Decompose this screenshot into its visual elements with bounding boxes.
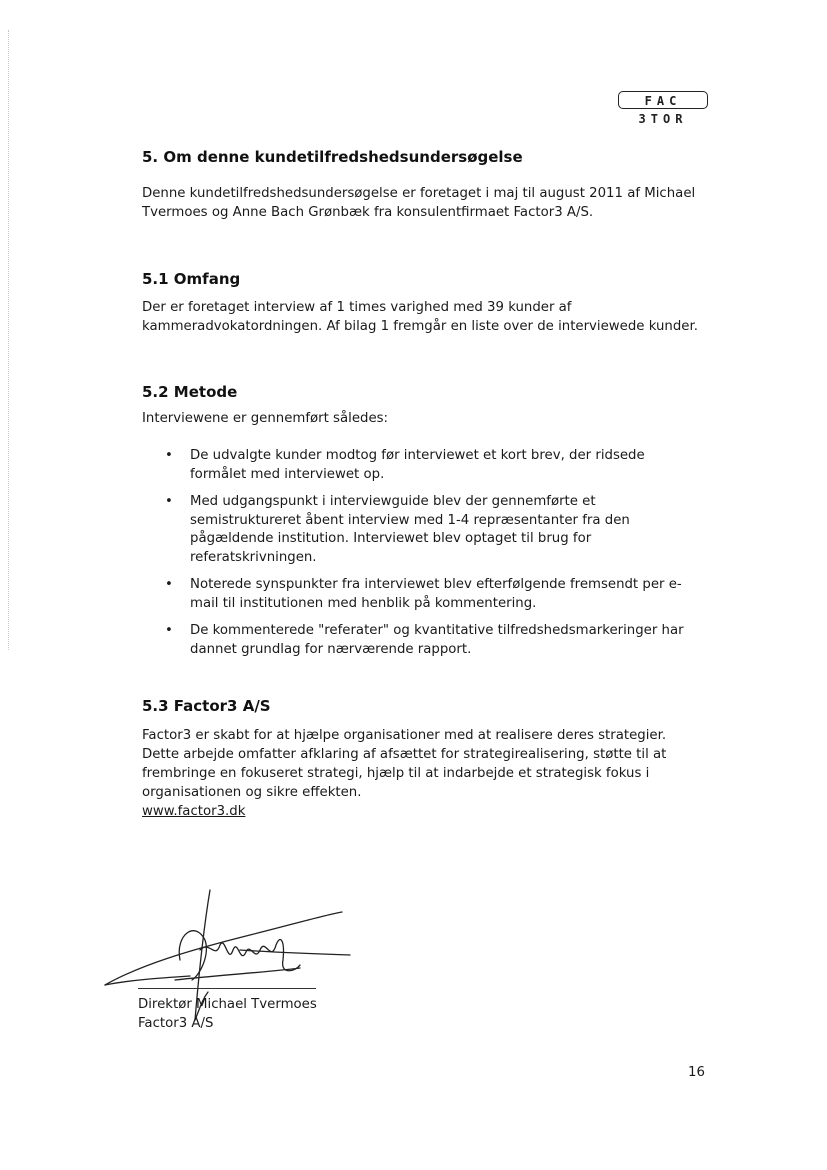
- list-item: [160, 493, 700, 567]
- section-5-2-heading: 5.2 Metode: [142, 383, 238, 401]
- text-line: kammeradvokatordningen. Af bilag 1 fremgår en liste over de interviewede kunder.: [142, 319, 698, 334]
- text-line: De kommenterede "referater" og kvantitative tilfredshedsmarkeringer har: [190, 623, 684, 638]
- section-5-3-heading: 5.3 Factor3 A/S: [142, 697, 271, 715]
- signatory-company: Factor3 A/S: [138, 1016, 214, 1031]
- section-5-heading: 5. Om denne kundetilfredshedsundersøgelse: [142, 148, 523, 166]
- section-5-3-text: [142, 726, 722, 821]
- bullet-icon: •: [165, 448, 173, 463]
- text-line: formålet med interviewet op.: [190, 466, 385, 482]
- text-line: frembringe en fokuseret strategi, hjælp til at indarbejde et strategisk fokus i: [142, 766, 650, 781]
- bullet-icon: •: [165, 623, 173, 638]
- factor3-website-link[interactable]: www.factor3.dk: [142, 804, 246, 819]
- scan-edge: [8, 30, 9, 650]
- text-line: Factor3 er skabt for at hjælpe organisationer med at realisere deres strategier.: [142, 728, 667, 743]
- text-line: pågældende institution. Interviewet blev optaget til brug for: [190, 531, 592, 546]
- list-item: [160, 447, 700, 484]
- text-line: Der er foretaget interview af 1 times varighed med 39 kunder af: [142, 300, 572, 315]
- signature-line: [138, 988, 316, 989]
- section-5-1-heading: 5.1 Omfang: [142, 270, 241, 288]
- signatory-block: [138, 995, 718, 1033]
- bullet-icon: •: [165, 577, 173, 592]
- section-5-1-text: [142, 298, 722, 336]
- text-line: De udvalgte kunder modtog før interviewet et kort brev, der ridsede: [190, 448, 645, 463]
- section-5-text: [142, 184, 722, 222]
- text-line: organisationen og sikre effekten.: [142, 785, 362, 800]
- text-line: referatskrivningen.: [190, 549, 317, 565]
- text-line: semistruktureret åbent interview med 1-4 repræsentanter fra den: [190, 512, 630, 528]
- text-line: dannet grundlag for nærværende rapport.: [190, 641, 472, 657]
- text-line: Denne kundetilfredshedsundersøgelse er foretaget i maj til august 2011 af Michael: [142, 186, 696, 201]
- text-line: Noterede synspunkter fra interviewet blev efterfølgende fremsendt per e-: [190, 577, 682, 592]
- text-line: Med udgangspunkt i interviewguide blev der gennemførte et: [190, 494, 596, 509]
- section-5-2-intro: Interviewene er gennemført således:: [142, 411, 389, 426]
- text-line: Dette arbejde omfatter afklaring af afsættet for strategirealisering, støtte til at: [142, 747, 667, 762]
- text-line: Tvermoes og Anne Bach Grønbæk fra konsulentfirmaet Factor3 A/S.: [142, 205, 594, 220]
- page-number: 16: [688, 1065, 705, 1080]
- bullet-icon: •: [165, 494, 173, 509]
- text-line: mail til institutionen med henblik på kommentering.: [190, 595, 537, 611]
- list-item: [160, 576, 700, 613]
- method-bullet-list: [160, 447, 700, 668]
- factor3-logo: FAC 3TOR: [618, 91, 708, 109]
- signatory-title: Direktør Michael Tvermoes: [138, 997, 317, 1012]
- list-item: [160, 622, 700, 659]
